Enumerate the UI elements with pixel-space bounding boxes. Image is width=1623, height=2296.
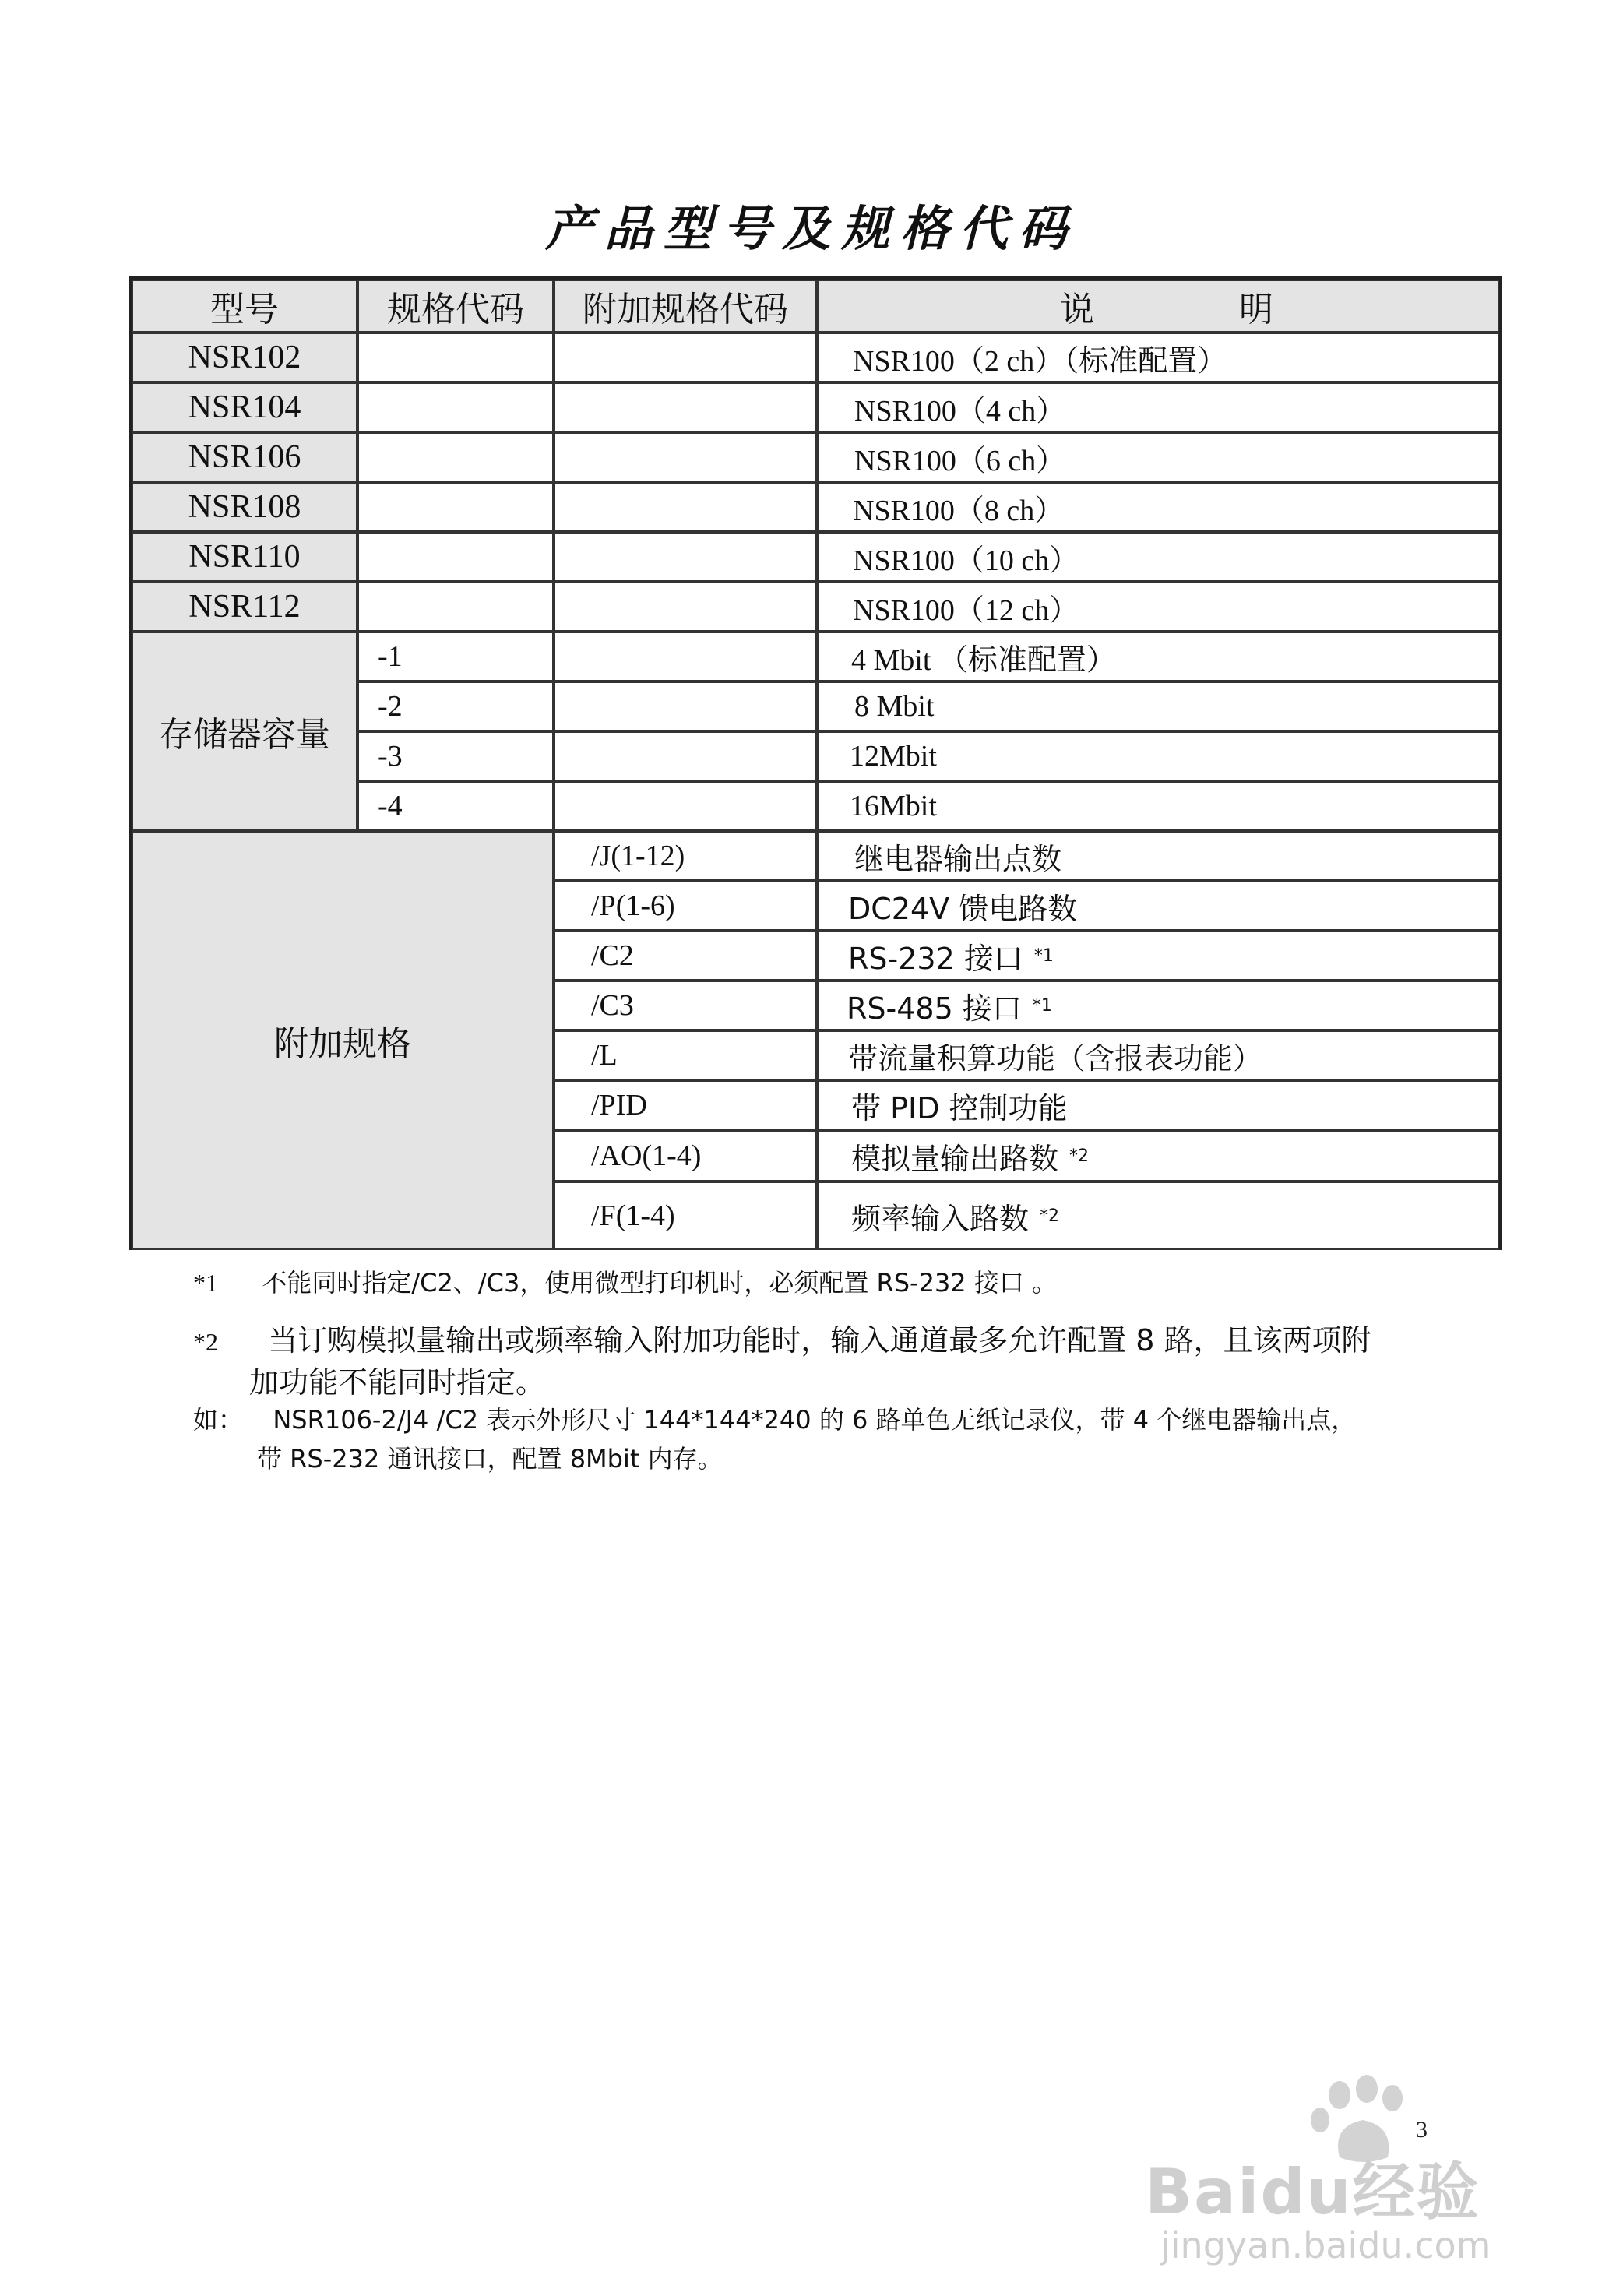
empty-cell <box>357 333 554 382</box>
addon-desc-text: RS-485 接口 <box>847 991 1022 1026</box>
memory-code: -3 <box>357 731 554 781</box>
empty-cell <box>554 681 817 731</box>
header-addon-code: 附加规格代码 <box>554 280 817 333</box>
memory-desc: 8 Mbit <box>817 681 1499 731</box>
footnote-ref: *2 <box>1040 1206 1060 1226</box>
addon-desc-text: 频率输入路数 <box>851 1201 1030 1236</box>
header-description <box>817 280 1499 333</box>
addon-desc <box>817 831 1499 881</box>
addon-desc-text: 带流量积算功能（含报表功能） <box>848 1041 1263 1076</box>
empty-cell <box>357 432 554 482</box>
addon-code: /PID <box>554 1080 817 1130</box>
header-desc-char-1: 说 <box>1060 290 1094 329</box>
model-desc: NSR100（4 ch） <box>817 382 1499 432</box>
addon-code: /F(1-4) <box>554 1181 817 1250</box>
addon-code: /J(1-12) <box>554 831 817 881</box>
spec-table <box>129 276 1502 1250</box>
addon-code: /L <box>554 1030 817 1080</box>
model-cell: NSR110 <box>132 532 357 582</box>
addon-desc <box>817 1181 1499 1250</box>
empty-cell <box>554 333 817 382</box>
memory-code: -4 <box>357 781 554 831</box>
footnote-1-text: 不能同时指定/C2、/C3，使用微型打印机时，必须配置 RS-232 接口 。 <box>262 1268 1058 1298</box>
addon-group-label: 附加规格 <box>132 831 554 1250</box>
header-desc-char-2: 明 <box>1239 290 1273 329</box>
addon-desc <box>817 981 1499 1030</box>
header-spec-code: 规格代码 <box>357 280 554 333</box>
addon-desc <box>817 931 1499 981</box>
empty-cell <box>554 582 817 632</box>
empty-cell <box>357 582 554 632</box>
empty-cell <box>554 432 817 482</box>
addon-desc-text: DC24V 馈电路数 <box>848 891 1078 926</box>
memory-code: -1 <box>357 632 554 681</box>
addon-desc-text: RS-232 接口 <box>848 941 1023 976</box>
empty-cell <box>357 532 554 582</box>
empty-cell <box>357 382 554 432</box>
addon-desc-text: 继电器输出点数 <box>854 841 1062 876</box>
model-cell: NSR106 <box>132 432 357 482</box>
model-desc: NSR100（6 ch） <box>817 432 1499 482</box>
empty-cell <box>554 731 817 781</box>
baidu-watermark <box>1145 2072 1550 2274</box>
footnote-1-mark: *1 <box>193 1269 218 1297</box>
footnote-2-line1: 当订购模拟量输出或频率输入附加功能时，输入通道最多允许配置 8 路，且该两项附 <box>268 1323 1371 1358</box>
addon-desc <box>817 1080 1499 1130</box>
memory-group-label: 存储器容量 <box>132 632 357 831</box>
empty-cell <box>554 482 817 532</box>
addon-desc <box>817 1130 1499 1181</box>
memory-desc: 4 Mbit （标准配置） <box>817 632 1499 681</box>
model-cell: NSR108 <box>132 482 357 532</box>
empty-cell <box>554 781 817 831</box>
model-cell: NSR102 <box>132 333 357 382</box>
example-line2: 带 RS-232 通讯接口，配置 8Mbit 内存。 <box>257 1444 723 1474</box>
example-line1: NSR106-2/J4 /C2 表示外形尺寸 144*144*240 的 6 路单色无纸记录仪，带 4 个继电器输出点， <box>273 1405 1357 1435</box>
example-mark: 如： <box>193 1405 244 1435</box>
memory-desc: 16Mbit <box>817 781 1499 831</box>
footnote-1 <box>193 1265 1057 1301</box>
addon-desc <box>817 1030 1499 1080</box>
memory-desc: 12Mbit <box>817 731 1499 781</box>
addon-code: /C3 <box>554 981 817 1030</box>
footnote-ref: *1 <box>1032 995 1052 1016</box>
empty-cell <box>554 382 817 432</box>
footnote-ref: *2 <box>1069 1146 1090 1166</box>
watermark-brand: Baidu经验 <box>1145 2156 1480 2228</box>
addon-code: /P(1-6) <box>554 881 817 931</box>
model-desc: NSR100（2 ch）（标准配置） <box>817 333 1499 382</box>
model-desc: NSR100（12 ch） <box>817 582 1499 632</box>
watermark-url: jingyan.baidu.com <box>1160 2224 1491 2266</box>
page-title: 产品型号及规格代码 <box>544 200 1078 257</box>
empty-cell <box>554 632 817 681</box>
empty-cell <box>554 532 817 582</box>
footnote-ref: *1 <box>1033 946 1054 966</box>
page-number: 3 <box>1416 2117 1428 2143</box>
memory-code: -2 <box>357 681 554 731</box>
addon-desc <box>817 881 1499 931</box>
footnote-2 <box>193 1319 1371 1363</box>
addon-desc-text: 模拟量输出路数 <box>851 1141 1059 1176</box>
empty-cell <box>357 482 554 532</box>
model-cell: NSR112 <box>132 582 357 632</box>
addon-desc-text: 带 PID 控制功能 <box>851 1090 1068 1125</box>
model-desc: NSR100（10 ch） <box>817 532 1499 582</box>
model-desc: NSR100（8 ch） <box>817 482 1499 532</box>
footnote-2-cont: 加功能不能同时指定。 <box>249 1365 546 1400</box>
addon-code: /C2 <box>554 931 817 981</box>
model-cell: NSR104 <box>132 382 357 432</box>
example-note <box>193 1402 1356 1438</box>
footnote-2-mark: *2 <box>193 1328 218 1356</box>
header-model: 型号 <box>132 280 357 333</box>
addon-code: /AO(1-4) <box>554 1130 817 1181</box>
